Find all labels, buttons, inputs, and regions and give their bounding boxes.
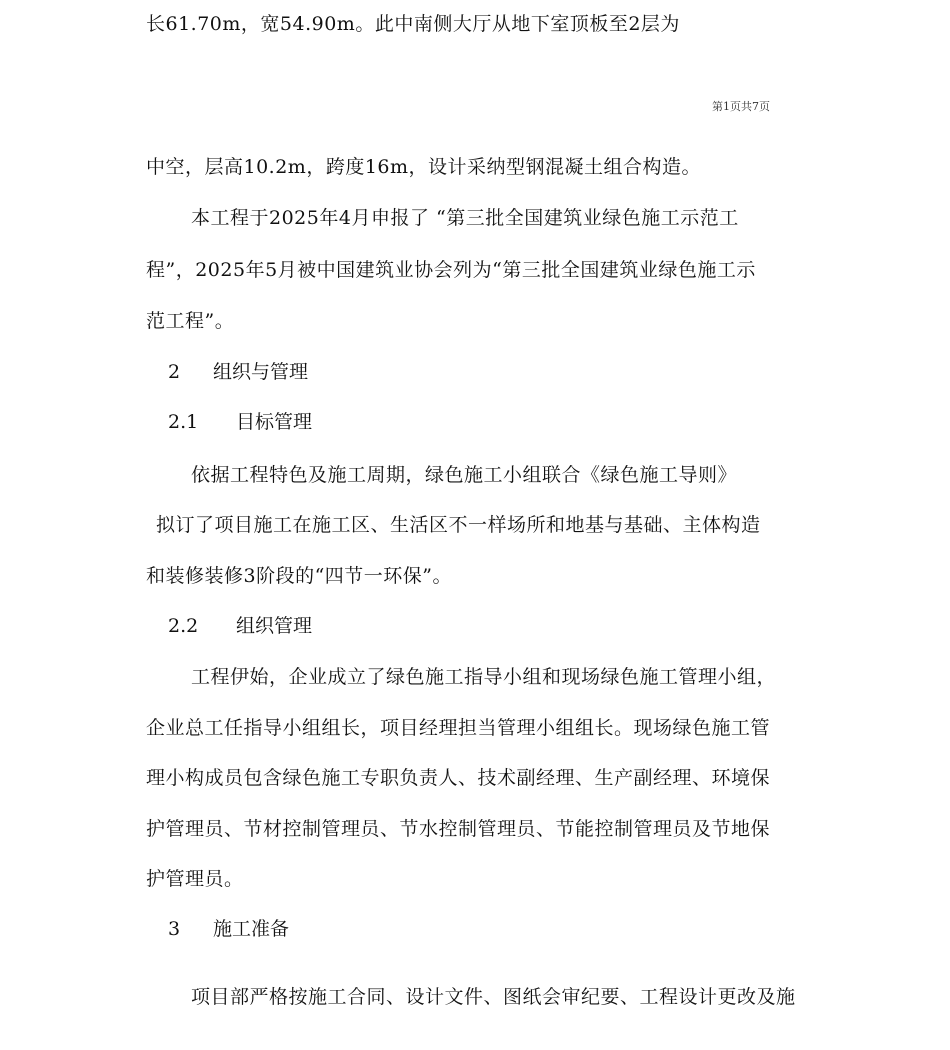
body-text-line: 理小构成员包含绿色施工专职负责人、技术副经理、生产副经理、环境保 xyxy=(146,767,771,789)
body-text-line: 护管理员。 xyxy=(146,868,244,890)
section-number: 3 xyxy=(168,918,181,940)
body-text-line: 企业总工任指导小组组长，项目经理担当管理小组组长。现场绿色施工管 xyxy=(146,717,771,739)
section-title: 目标管理 xyxy=(236,411,313,433)
section-number: 2.1 xyxy=(168,411,199,433)
section-number: 2.2 xyxy=(168,615,199,637)
body-text-line: 依据工程特色及施工周期，绿色施工小组联合《绿色施工导则》 xyxy=(191,464,738,486)
body-text-line: 护管理员、节材控制管理员、节水控制管理员、节能控制管理员及节地保 xyxy=(146,818,771,840)
body-text-line: 中空，层高10.2m，跨度16m，设计采纳型钢混凝土组合构造。 xyxy=(146,156,702,178)
section-number: 2 xyxy=(168,361,181,383)
body-text-line: 拟订了项目施工在施工区、生活区不一样场所和地基与基础、主体构造 xyxy=(156,514,761,536)
body-text-line: 项目部严格按施工合同、设计文件、图纸会审纪要、工程设计更改及施 xyxy=(191,986,796,1008)
section-title: 组织与管理 xyxy=(213,361,309,383)
section-title: 组织管理 xyxy=(236,615,313,637)
body-text-line: 工程伊始，企业成立了绿色施工指导小组和现场绿色施工管理小组， xyxy=(191,666,777,688)
body-text-line: 长61.70m，宽54.90m。此中南侧大厅从地下室顶板至2层为 xyxy=(146,13,680,35)
body-text-line: 范工程”。 xyxy=(146,310,235,332)
body-text-line: 和装修装修3阶段的“四节一环保”。 xyxy=(146,565,453,587)
body-text-line: 本工程于2025年4月申报了 “第三批全国建筑业绿色施工示范工 xyxy=(191,207,739,229)
page-number: 第1页共7页 xyxy=(712,100,770,113)
body-text-line: 程”，2025年5月被中国建筑业协会列为“第三批全国建筑业绿色施工示 xyxy=(146,259,756,281)
section-title: 施工准备 xyxy=(213,918,290,940)
